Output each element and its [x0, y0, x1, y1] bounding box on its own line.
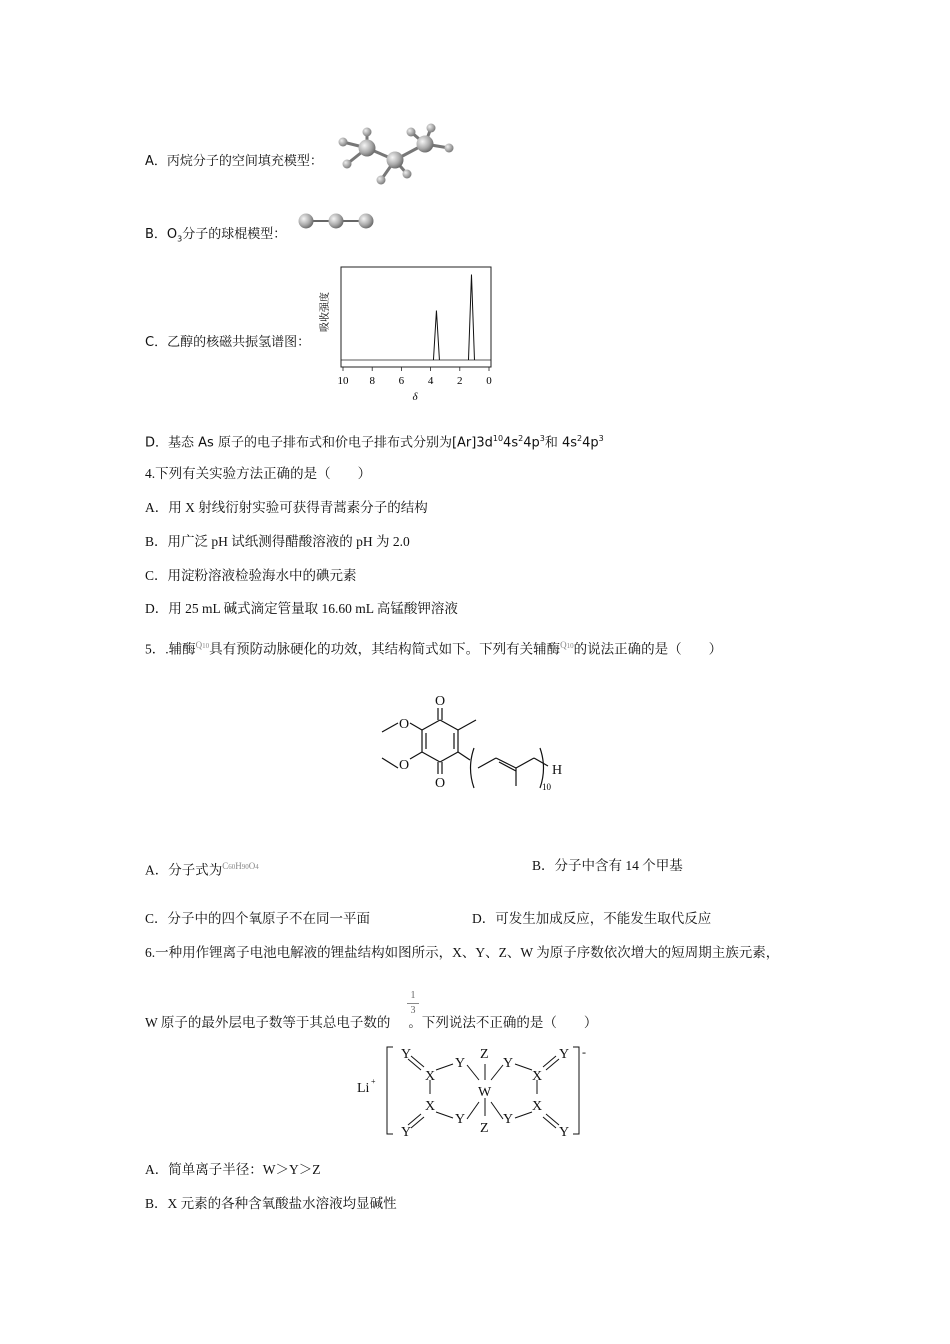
x-tick-label: 8: [369, 375, 375, 387]
o3-subscript: 3: [177, 234, 183, 244]
x-tick-label: 0: [486, 375, 492, 387]
x-tick-label: 6: [398, 375, 405, 387]
option-d-sup-3: 3: [539, 434, 545, 443]
option-d-sup-5: 3: [598, 434, 604, 443]
q10-symbol-1: [196, 640, 210, 650]
y-axis-label: 吸收强度: [320, 292, 331, 332]
ozone-ball-stick-model: [296, 210, 376, 232]
repeat-count-label: 10: [542, 782, 551, 792]
q6-stem-part-a: W 原子的最外层电子数等于其总电子数的: [145, 1015, 391, 1030]
option-c: [145, 334, 310, 352]
q4-stem: 4.下列有关实验方法正确的是（ ）: [145, 466, 372, 481]
q4-option-a: A．用 X 射线衍射实验可获得青蒿素分子的结构: [145, 500, 428, 515]
x-atom-3: X: [425, 1099, 436, 1114]
oxygen-bottom-label: O: [434, 776, 446, 791]
x-axis-label: δ: [412, 391, 418, 403]
option-c-text: 乙醇的核磁共振氢谱图：: [167, 335, 311, 350]
anion-charge: -: [582, 1045, 586, 1059]
oxygen-top-label: O: [434, 694, 446, 709]
q6-stem-line-1: 6.一种用作锂离子电池电解液的锂盐结构如图所示，X、Y、Z、W 为原子序数依次增大的短周期主族元素，: [145, 945, 780, 960]
q6-option-b: B．X 元素的各种含氧酸盐水溶液均显碱性: [145, 1196, 397, 1211]
fraction-one-third: [407, 990, 419, 1017]
coenzyme-q10-structure: [370, 688, 590, 808]
nmr-peak: [468, 275, 474, 361]
y-atom-2: Y: [455, 1056, 466, 1071]
option-d-sup-4: 2: [577, 434, 583, 443]
q5-option-a: [145, 857, 259, 880]
z-atom-1: Z: [480, 1047, 489, 1062]
q5-option-a-text: A．分子式为: [145, 862, 223, 878]
option-b: [145, 226, 286, 249]
option-d-text-2: 4s: [503, 435, 519, 451]
y-atom-3: Y: [503, 1056, 514, 1071]
formula-o-sub: 4: [255, 863, 259, 871]
option-d-sup-2: 2: [518, 434, 524, 443]
y-atom-4: Y: [559, 1047, 570, 1062]
q5-option-b: B．分子中含有 14 个甲基: [532, 858, 683, 873]
x-tick-label: 4: [427, 375, 434, 387]
z-atom-2: Z: [480, 1121, 489, 1136]
x-atom-2: X: [532, 1069, 543, 1084]
y-atom-1: Y: [401, 1047, 412, 1062]
option-d-text-3: 4p: [523, 435, 540, 451]
option-d-text-1: 基态 As 原子的电子排布式和价电子排布式分别为[Ar]3d: [168, 435, 493, 451]
fraction-denominator: 3: [410, 1005, 416, 1016]
q-letter-1: Q: [195, 640, 203, 650]
propane-space-filling-model: [335, 120, 460, 190]
q4-option-d: D．用 25 mL 碱式滴定管量取 16.60 mL 高锰酸钾溶液: [145, 601, 458, 616]
q5-stem-part-1: 5．.辅酶: [145, 641, 196, 657]
option-a: [145, 153, 323, 171]
y-atom-7: Y: [401, 1125, 412, 1140]
formula-o: O: [248, 861, 256, 871]
hydrogen-terminal-label: H: [552, 763, 563, 778]
fraction-bar: [407, 1003, 419, 1004]
x-atom-4: X: [532, 1099, 543, 1114]
option-a-text: 丙烷分子的空间填充模型：: [166, 154, 323, 169]
q4-option-c: C．用淀粉溶液检验海水中的碘元素: [145, 568, 357, 583]
option-d: [145, 430, 604, 452]
option-d-label: D．: [145, 435, 169, 451]
lithium-charge: +: [371, 1077, 376, 1086]
fraction-numerator: 1: [410, 990, 416, 1001]
q6-stem-line-2: [145, 1014, 597, 1032]
o3-symbol: O: [166, 227, 178, 242]
y-atom-6: Y: [503, 1112, 514, 1127]
option-b-text: 分子的球棍模型：: [182, 227, 287, 242]
methoxy-oxygen-bottom: O: [398, 758, 410, 773]
w-atom: W: [478, 1085, 492, 1100]
lithium-label: [357, 1081, 370, 1096]
lithium-salt-structure: [355, 1042, 600, 1142]
option-d-text-5: 4p: [582, 435, 599, 451]
option-c-label: C．: [145, 335, 168, 350]
x-tick-label: 2: [457, 375, 463, 387]
q4-option-b: B．用广泛 pH 试纸测得醋酸溶液的 pH 为 2.0: [145, 534, 410, 549]
q-sub-1: 10: [202, 642, 210, 650]
formula-h: H: [235, 861, 242, 871]
nmr-peak: [433, 311, 439, 361]
y-atom-5: Y: [455, 1112, 466, 1127]
formula-h-sub: 90: [241, 863, 249, 871]
option-d-sup-1: 10: [492, 434, 504, 443]
formula-c-sub: 60: [228, 863, 236, 871]
q5-stem-part-3: 的说法正确的是（ ）: [573, 641, 723, 657]
option-a-label: A．: [145, 154, 167, 169]
q-letter-2: Q: [560, 640, 567, 650]
q5-option-d: D．可发生加成反应，不能发生取代反应: [472, 911, 712, 926]
q5-option-c: C．分子中的四个氧原子不在同一平面: [145, 911, 371, 926]
nmr-spectrum-chart: [320, 262, 500, 407]
option-d-text-4: 和 4s: [544, 435, 577, 451]
q-sub-2: 10: [566, 642, 574, 650]
q5-stem-part-2: 具有预防动脉硬化的功效，其结构简式如下。下列有关辅酶: [209, 641, 561, 657]
y-atom-8: Y: [559, 1125, 570, 1140]
x-tick-label: 10: [337, 375, 349, 387]
option-b-label: B．: [145, 227, 167, 242]
q5-stem: [145, 636, 722, 659]
lithium-symbol: Li: [357, 1081, 370, 1096]
q6-stem-part-b: 。下列说法不正确的是（ ）: [408, 1015, 598, 1030]
formula-c: C: [222, 861, 229, 871]
q6-option-a: A．简单离子半径：W＞Y＞Z: [145, 1162, 321, 1177]
formula: [222, 861, 259, 871]
methoxy-oxygen-top: O: [398, 717, 410, 732]
x-atom-1: X: [425, 1069, 436, 1084]
q10-symbol-2: [560, 640, 574, 650]
